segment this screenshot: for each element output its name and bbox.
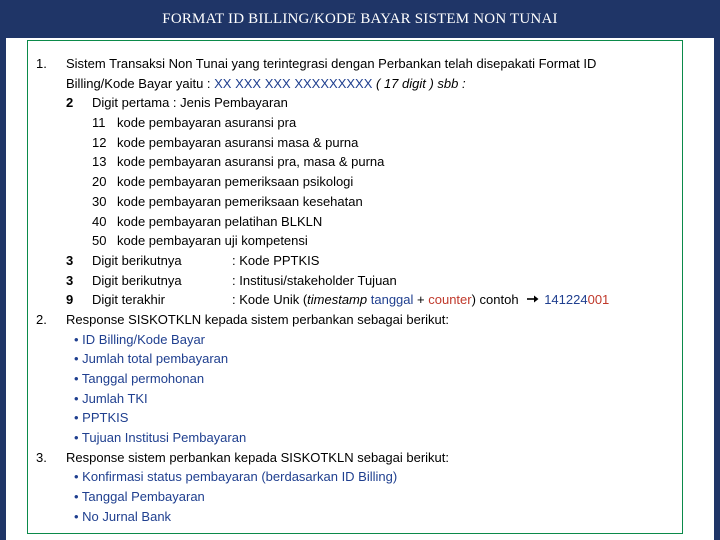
payment-code-text: kode pembayaran pemeriksaan kesehatan xyxy=(117,193,363,209)
item1-line2 xyxy=(0,74,720,94)
payment-code-text: kode pembayaran pemeriksaan psikologi xyxy=(117,174,354,190)
segment-row-kode-unik xyxy=(0,290,720,310)
item1-text-line1: Sistem Transaksi Non Tunai yang terintegrasi dengan Perbankan telah disepakati Format ID xyxy=(66,56,597,71)
payment-code-row xyxy=(0,113,720,133)
segment-row-pptkis xyxy=(0,251,720,271)
payment-code: 13 xyxy=(92,154,107,170)
payment-code-row xyxy=(0,212,720,232)
payment-code: 50 xyxy=(92,233,107,249)
list-item: • Konfirmasi status pembayaran (berdasarkan ID Billing) xyxy=(74,469,398,485)
slide-title-bar xyxy=(0,0,720,38)
item1-number: 1. xyxy=(36,56,47,71)
payment-code-text: kode pembayaran asuransi pra, masa & purna xyxy=(117,154,385,170)
digit-pertama-label: Digit pertama : Jenis Pembayaran xyxy=(92,95,288,111)
segment-desc: : Institusi/stakeholder Tujuan xyxy=(232,272,397,288)
example-date: 141224 xyxy=(544,292,588,308)
counter-word: counter xyxy=(428,292,472,308)
list-item: • Tujuan Institusi Pembayaran xyxy=(74,430,247,446)
item2-bullet-list xyxy=(0,330,720,448)
segment-digit-count: 3 xyxy=(66,252,74,268)
payment-code-list xyxy=(0,113,720,251)
payment-code-row xyxy=(0,133,720,153)
digit-count: ( 17 digit ) sbb : xyxy=(372,75,466,91)
digit-pertama-row xyxy=(0,93,720,113)
payment-code-row xyxy=(0,192,720,212)
example-counter: 001 xyxy=(587,292,610,308)
digit-pertama-count: 2 xyxy=(66,95,74,111)
payment-code-text: kode pembayaran pelatihan BLKLN xyxy=(117,213,323,229)
item2-number: 2. xyxy=(36,311,47,327)
segment-desc: : Kode PPTKIS xyxy=(232,252,320,268)
segment-digit-count: 9 xyxy=(66,292,74,308)
list-item: • PPTKIS xyxy=(74,410,129,426)
list-item: • Jumlah total pembayaran xyxy=(74,351,229,367)
payment-code-row xyxy=(0,172,720,192)
timestamp-word: timestamp xyxy=(307,292,368,308)
list-item: • Tanggal permohonan xyxy=(74,371,205,386)
list-item: • Tanggal Pembayaran xyxy=(74,489,205,505)
item1-text-line2: Billing/Kode Bayar yaitu : XX XXX XXX XXXXXXXXX ( 17 digit ) sbb : xyxy=(66,75,466,91)
payment-code-text: kode pembayaran uji kompetensi xyxy=(117,233,308,249)
segment-label: Digit berikutnya xyxy=(92,252,182,268)
payment-code-text: kode pembayaran asuransi pra xyxy=(117,115,297,131)
list-item: • ID Billing/Kode Bayar xyxy=(74,331,206,347)
item2-heading: Response SISKOTKLN kepada sistem perbankan sebagai berikut: xyxy=(66,311,449,327)
slide-title: FORMAT ID BILLING/KODE BAYAR SISTEM NON TUNAI xyxy=(162,10,558,27)
segment-label: Digit terakhir xyxy=(92,292,165,308)
id-format: XX XXX XXX XXXXXXXXX xyxy=(214,75,373,91)
item2-heading-row xyxy=(0,310,720,330)
item3-number: 3. xyxy=(36,449,47,465)
segment-desc-kode-unik: : Kode Unik (timestamp tanggal + counter) contoh 141224001 xyxy=(232,290,609,310)
tanggal-word: tanggal xyxy=(370,292,414,308)
item1-line1 xyxy=(0,54,720,74)
arrow-right-icon xyxy=(526,290,540,310)
payment-code: 30 xyxy=(92,193,107,209)
payment-code-row xyxy=(0,152,720,172)
document-body xyxy=(0,54,720,527)
payment-code-row xyxy=(0,231,720,251)
payment-code: 20 xyxy=(92,174,107,190)
list-item: • Jumlah TKI xyxy=(74,390,148,406)
payment-code-text: kode pembayaran asuransi masa & purna xyxy=(117,134,359,150)
payment-code: 12 xyxy=(92,134,107,150)
list-item: • No Jurnal Bank xyxy=(74,508,172,524)
item3-heading-row xyxy=(0,448,720,468)
payment-code: 11 xyxy=(92,115,106,131)
segment-digit-count: 3 xyxy=(66,272,74,288)
item3-heading: Response sistem perbankan kepada SISKOTKLN sebagai berikut: xyxy=(66,449,449,465)
payment-code: 40 xyxy=(92,213,107,229)
segment-row-institusi xyxy=(0,271,720,291)
item3-bullet-list xyxy=(0,467,720,526)
segment-label: Digit berikutnya xyxy=(92,272,182,288)
